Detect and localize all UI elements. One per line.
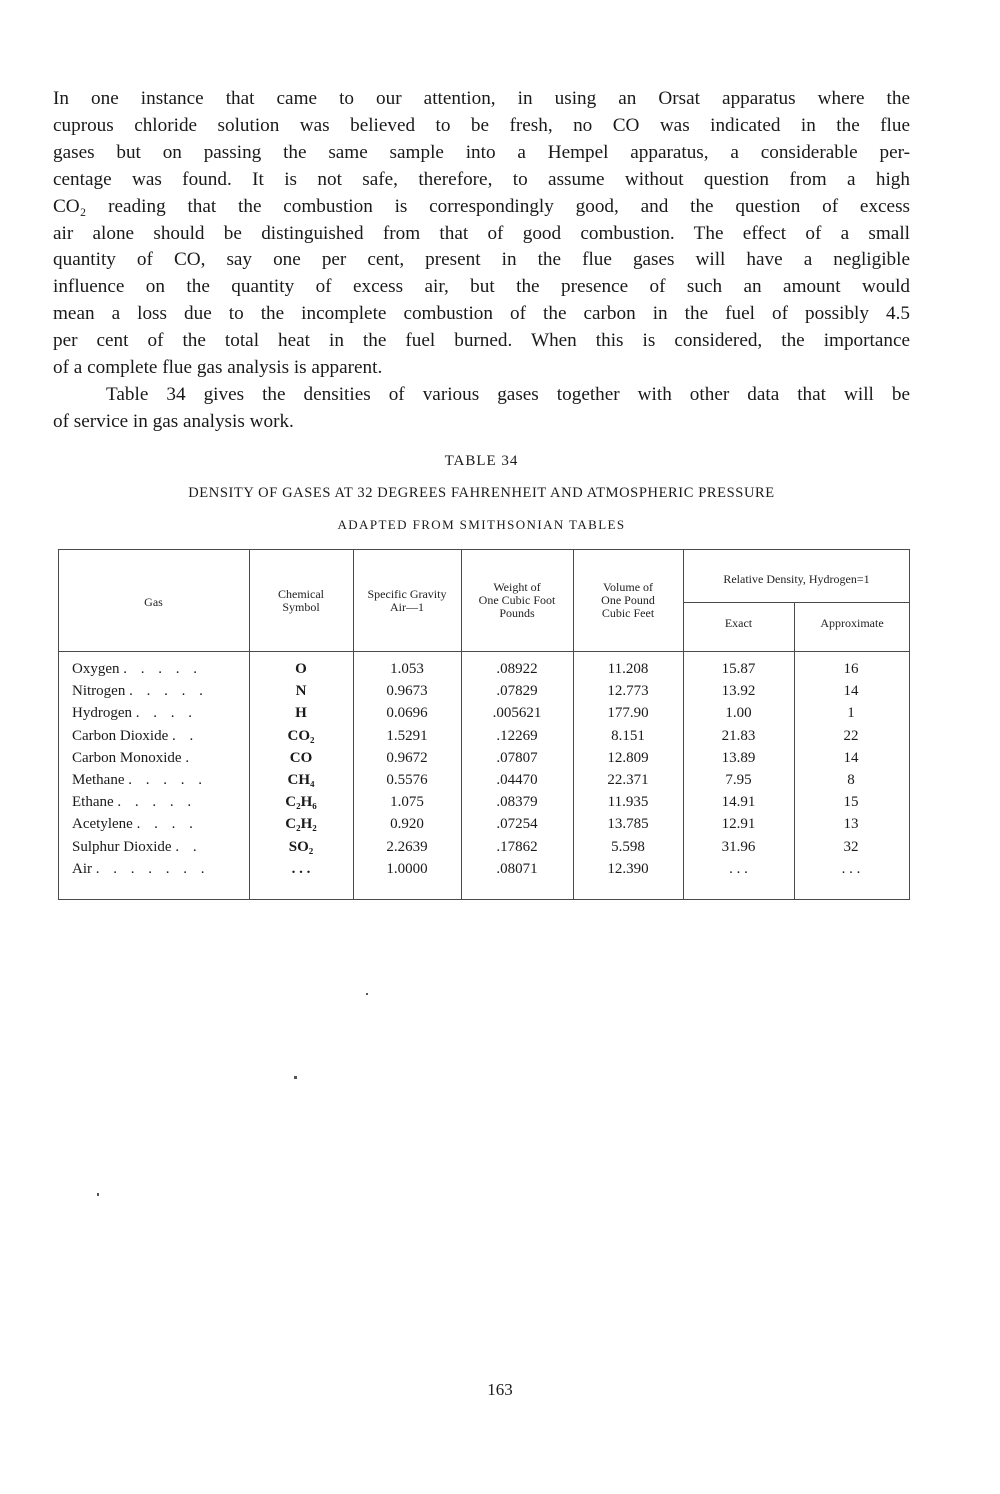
text-line: quantity of CO, say one per cent, present in the flue gases will have a negligible bbox=[53, 249, 910, 271]
specific-gravity-cell: 0.5576 bbox=[386, 772, 428, 788]
leader-dots: . . . . bbox=[135, 705, 197, 722]
text-line: gases but on passing the same sample into a Hempel apparatus, a considerable per- bbox=[53, 141, 910, 163]
symbol-cell: SO₂ bbox=[288, 838, 314, 855]
specific-gravity-cell: 1.053 bbox=[390, 661, 424, 677]
leader-dots: . . bbox=[171, 727, 199, 744]
gas-name-cell bbox=[72, 791, 242, 813]
symbol-cell: C₂H₆ bbox=[285, 794, 317, 811]
leader-dots: . . . . . bbox=[117, 794, 197, 811]
exact-density-cell: 7.95 bbox=[725, 772, 752, 788]
volume-cell: 11.935 bbox=[607, 794, 649, 811]
header-weight bbox=[461, 581, 573, 620]
header-rule bbox=[58, 651, 910, 652]
volume-cell: 8.151 bbox=[611, 727, 645, 744]
header-weight-line: Pounds bbox=[499, 606, 535, 620]
volume-cell: 12.809 bbox=[607, 749, 649, 766]
approx-density-cell: 8 bbox=[847, 772, 855, 788]
symbol-cell: C₂H₂ bbox=[285, 816, 317, 833]
header-volume-line: One Pound bbox=[601, 593, 655, 607]
header-weight-line: Weight of bbox=[493, 580, 541, 594]
text-line: air alone should be distinguished from that of good combustion. The effect of a small bbox=[53, 222, 910, 244]
header-exact: Exact bbox=[724, 616, 753, 630]
header-specific-gravity bbox=[353, 588, 461, 614]
gas-name: Air bbox=[72, 860, 92, 877]
subheader-rule bbox=[683, 602, 910, 603]
weight-cell: .07807 bbox=[496, 749, 538, 766]
text-line: CO₂ reading that the combustion is correspondingly good, and the question of excess bbox=[53, 195, 910, 217]
specific-gravity-cell: 1.5291 bbox=[386, 727, 428, 744]
table-title: DENSITY OF GASES AT 32 DEGREES FAHRENHEIT AND ATMOSPHERIC PRESSURE bbox=[188, 485, 775, 501]
gas-name: Hydrogen bbox=[72, 705, 132, 722]
text-line: In one instance that came to our attention, in using an Orsat apparatus where the bbox=[53, 88, 910, 109]
weight-cell: .07829 bbox=[496, 683, 538, 700]
specific-gravity-cell: 2.2639 bbox=[386, 838, 428, 855]
weight-cell: .08379 bbox=[496, 794, 538, 811]
header-symbol-line: Symbol bbox=[282, 600, 320, 614]
volume-cell: 177.90 bbox=[607, 705, 649, 722]
text-line: per cent of the total heat in the fuel burned. When this is considered, the importance bbox=[53, 330, 910, 352]
header-sg-line: Air—1 bbox=[390, 600, 424, 614]
volume-cell: 13.785 bbox=[607, 816, 649, 833]
weight-cell: .08071 bbox=[496, 860, 538, 877]
gas-name: Oxygen bbox=[72, 661, 120, 677]
page-number: 163 bbox=[487, 1380, 513, 1399]
gas-name: Acetylene bbox=[72, 816, 133, 833]
volume-cell: 5.598 bbox=[611, 838, 645, 855]
approx-density-cell: 32 bbox=[843, 838, 859, 855]
specific-gravity-cell: 1.0000 bbox=[386, 860, 428, 877]
exact-density-cell: 21.83 bbox=[721, 727, 756, 744]
approx-density-cell: 1 bbox=[847, 705, 855, 722]
specific-gravity-cell: 0.920 bbox=[390, 816, 424, 833]
header-symbol-line: Chemical bbox=[278, 587, 324, 601]
weight-cell: .005621 bbox=[492, 705, 542, 722]
text-line: centage was found. It is not safe, therefore, to assume without question from a high bbox=[53, 168, 910, 190]
leader-dots: . . bbox=[175, 838, 202, 855]
leader-dots: . . . . bbox=[136, 816, 198, 833]
symbol-cell: CH₄ bbox=[287, 772, 315, 788]
exact-density-cell: 13.92 bbox=[721, 683, 756, 700]
exact-density-cell: 13.89 bbox=[721, 749, 756, 766]
approx-density-cell: 14 bbox=[843, 683, 859, 700]
gas-name: Carbon Monoxide bbox=[72, 749, 182, 766]
volume-cell: 12.390 bbox=[607, 860, 649, 877]
specific-gravity-cell: 0.9673 bbox=[386, 683, 428, 700]
symbol-cell: O bbox=[295, 661, 307, 677]
table-number: TABLE 34 bbox=[444, 453, 519, 469]
specific-gravity-cell: 1.075 bbox=[390, 794, 424, 811]
weight-cell: .12269 bbox=[496, 727, 538, 744]
weight-cell: .07254 bbox=[496, 816, 538, 833]
scan-speck bbox=[294, 1076, 297, 1079]
exact-density-cell: . . . bbox=[729, 860, 748, 877]
scan-speck bbox=[97, 1193, 99, 1196]
text-line: Table 34 gives the densities of various gases together with other data that will be bbox=[106, 384, 910, 405]
gas-name-cell bbox=[72, 658, 242, 680]
volume-cell: 12.773 bbox=[607, 683, 649, 700]
paragraph-2 bbox=[53, 382, 910, 436]
exact-density-cell: 31.96 bbox=[721, 838, 756, 855]
header-approximate: Approximate bbox=[820, 616, 884, 630]
exact-density-cell: 1.00 bbox=[725, 705, 752, 722]
table-subtitle: ADAPTED FROM SMITHSONIAN TABLES bbox=[337, 517, 626, 532]
text-line: mean a loss due to the incomplete combustion of the carbon in the fuel of possibly 4.5 bbox=[53, 303, 910, 325]
approx-density-cell: 14 bbox=[843, 749, 859, 766]
weight-cell: .08922 bbox=[496, 661, 538, 677]
specific-gravity-cell: 0.9672 bbox=[386, 749, 428, 766]
weight-cell: .04470 bbox=[496, 772, 538, 788]
gas-name-cell bbox=[72, 680, 242, 702]
exact-density-cell: 15.87 bbox=[721, 661, 756, 677]
volume-cell: 22.371 bbox=[607, 772, 649, 788]
approx-density-cell: 13 bbox=[843, 816, 859, 833]
approx-density-cell: 15 bbox=[843, 794, 859, 811]
gas-name: Nitrogen bbox=[72, 683, 126, 700]
scan-speck bbox=[366, 993, 368, 995]
leader-dots: . . . . . . . bbox=[95, 860, 210, 877]
gas-name-cell bbox=[72, 836, 242, 858]
header-sg-line: Specific Gravity bbox=[367, 587, 447, 601]
gas-name: Carbon Dioxide bbox=[72, 727, 169, 744]
gas-name-cell bbox=[72, 769, 242, 791]
text-line: influence on the quantity of excess air, but the presence of such an amount would bbox=[53, 276, 910, 298]
gas-name-cell bbox=[72, 858, 242, 880]
specific-gravity-cell: 0.0696 bbox=[386, 705, 428, 722]
text-line: cuprous chloride solution was believed to be fresh, no CO was indicated in the flue bbox=[53, 114, 910, 136]
gas-name-cell bbox=[72, 725, 242, 747]
exact-density-cell: 12.91 bbox=[721, 816, 756, 833]
text-line: of service in gas analysis work. bbox=[53, 410, 294, 432]
gas-name-cell bbox=[72, 813, 242, 835]
exact-density-cell: 14.91 bbox=[721, 794, 756, 811]
weight-cell: .17862 bbox=[496, 838, 538, 855]
approx-density-cell: . . . bbox=[841, 860, 861, 877]
gas-name-cell bbox=[72, 747, 242, 769]
approx-density-cell: 22 bbox=[843, 727, 859, 744]
gas-name: Sulphur Dioxide bbox=[72, 838, 172, 855]
symbol-cell: H bbox=[295, 705, 307, 722]
header-symbol bbox=[249, 588, 353, 614]
header-volume-line: Volume of bbox=[602, 580, 654, 594]
text-line: of a complete flue gas analysis is apparent. bbox=[53, 357, 383, 379]
symbol-cell: CO bbox=[289, 749, 313, 766]
header-weight-line: One Cubic Foot bbox=[478, 593, 556, 607]
symbol-cell: N bbox=[295, 683, 307, 700]
header-relative-density: Relative Density, Hydrogen=1 bbox=[723, 572, 870, 586]
volume-cell: 11.208 bbox=[607, 661, 649, 677]
leader-dots: . . . . . bbox=[129, 683, 208, 700]
header-gas: Gas bbox=[144, 595, 163, 609]
gas-name: Ethane bbox=[72, 794, 114, 811]
symbol-cell: . . . bbox=[291, 860, 311, 877]
approx-density-cell: 16 bbox=[843, 661, 859, 677]
header-volume-line: Cubic Feet bbox=[601, 606, 655, 620]
header-volume bbox=[573, 581, 683, 620]
paragraph-1 bbox=[53, 86, 910, 382]
gas-name-cell bbox=[72, 702, 242, 724]
leader-dots: . . . . . bbox=[128, 772, 207, 788]
leader-dots: . . . . . bbox=[123, 661, 202, 677]
symbol-cell: CO₂ bbox=[287, 727, 315, 744]
gas-name: Methane bbox=[72, 772, 125, 788]
leader-dots: . bbox=[185, 749, 195, 766]
